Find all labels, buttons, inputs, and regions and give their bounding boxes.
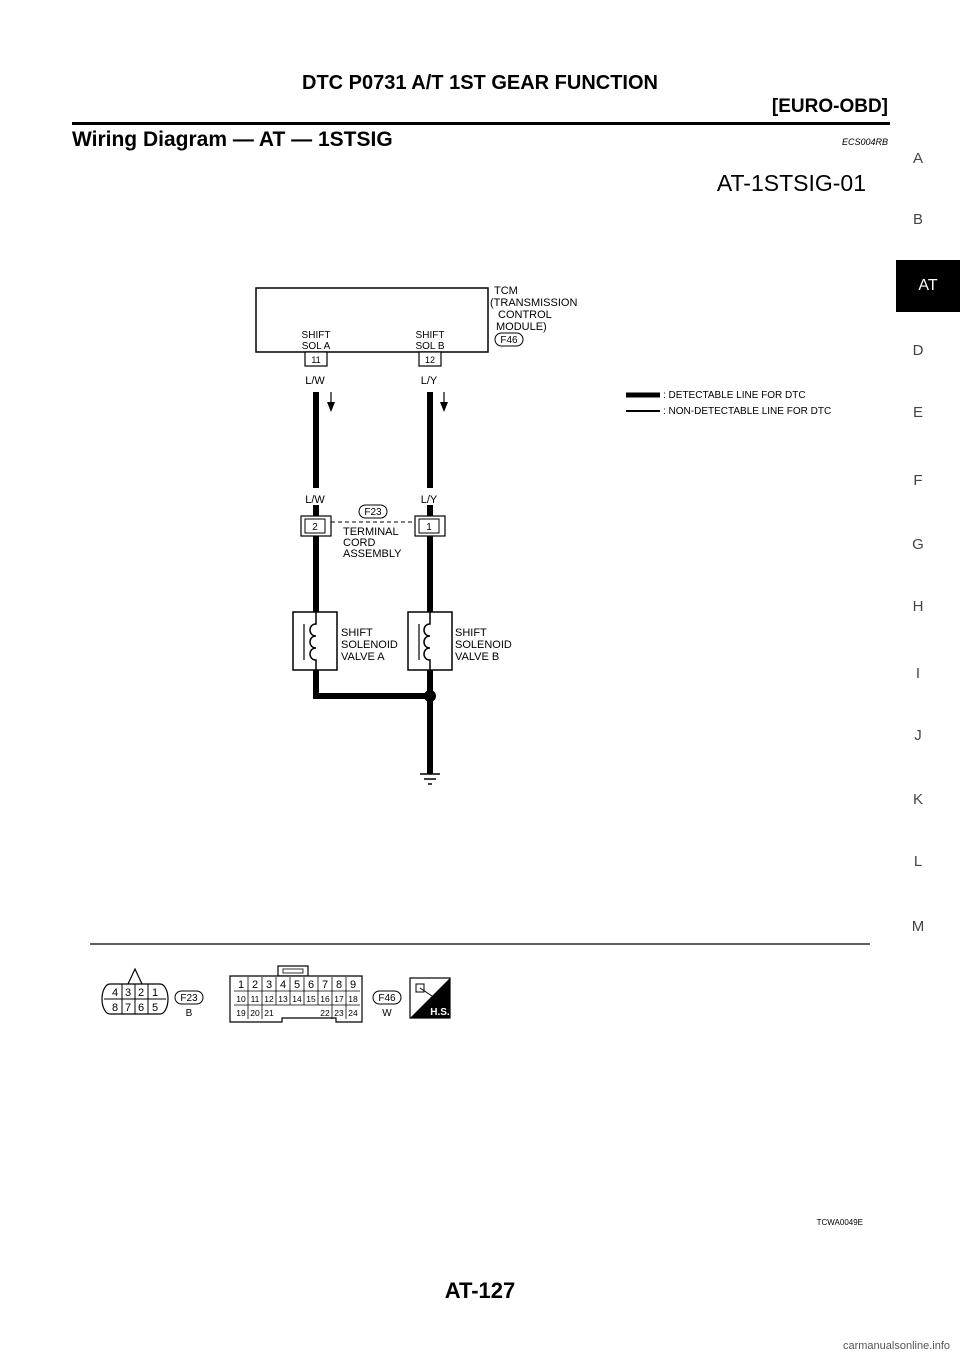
f46-pin-8: 8 — [335, 979, 343, 991]
junction-right-number: 1 — [426, 522, 432, 533]
solenoid-a-box — [293, 612, 337, 670]
ground-wire-a — [316, 670, 430, 696]
f46-pin-7: 7 — [321, 979, 329, 991]
junction-left-number: 2 — [312, 522, 318, 533]
tcm-label-3: CONTROL — [498, 309, 552, 321]
f23-pin-3: 3 — [124, 987, 132, 999]
sidebar-letter-i[interactable]: I — [915, 665, 921, 682]
f46-pin-3: 3 — [265, 979, 273, 991]
solenoid-b-label-1: SHIFT — [455, 627, 487, 639]
solenoid-a-label-1: SHIFT — [341, 627, 373, 639]
f23-pin-6: 6 — [137, 1002, 145, 1014]
sidebar-letter-d[interactable]: D — [912, 342, 924, 359]
f46-color: W — [382, 1008, 392, 1019]
pin-a-label-2: SOL A — [301, 341, 331, 352]
arrow-b-icon — [440, 392, 448, 412]
sidebar-letter-l[interactable]: L — [913, 853, 923, 870]
f46-pin-5: 5 — [293, 979, 301, 991]
sidebar-letter-e[interactable]: E — [912, 404, 923, 421]
sidebar-letter-a[interactable]: A — [912, 150, 923, 167]
f46-pin-12: 12 — [264, 994, 274, 1004]
sidebar-letter-m[interactable]: M — [911, 918, 925, 935]
f46-pin-6: 6 — [307, 979, 315, 991]
f23-pin-4: 4 — [111, 987, 119, 999]
f23-color: B — [185, 1008, 193, 1019]
tcm-label: TCM — [494, 285, 518, 297]
sidebar-letter-j[interactable]: J — [914, 727, 922, 744]
f46-pin-24: 24 — [348, 1008, 358, 1018]
f46-pin-13: 13 — [278, 994, 288, 1004]
sidebar-letter-k[interactable]: K — [912, 791, 923, 808]
f46-pin-14: 14 — [292, 994, 302, 1004]
page-header-subtitle: [EURO-OBD] — [771, 96, 888, 117]
f46-id: F46 — [378, 993, 396, 1004]
solenoid-a-label-3: VALVE A — [341, 651, 385, 663]
f23-pin-2: 2 — [137, 987, 145, 999]
page-header-title: DTC P0731 A/T 1ST GEAR FUNCTION — [302, 72, 658, 94]
f46-pin-9: 9 — [349, 979, 357, 991]
f46-pin-10: 10 — [236, 994, 246, 1004]
f46-pin-17: 17 — [334, 994, 344, 1004]
tcm-label-4: MODULE) — [496, 321, 547, 333]
f46-pin-11: 11 — [250, 994, 260, 1004]
solenoid-b-label-2: SOLENOID — [455, 639, 512, 651]
sidebar-letter-f[interactable]: F — [913, 472, 923, 489]
solenoid-b-label-3: VALVE B — [455, 651, 500, 663]
f23-id: F23 — [180, 993, 198, 1004]
junction-name-2: CORD — [343, 537, 376, 549]
f46-pin-22: 22 — [320, 1008, 330, 1018]
f46-pin-2: 2 — [251, 979, 259, 991]
legend-detectable-text: : DETECTABLE LINE FOR DTC — [663, 390, 806, 401]
junction-name-3: ASSEMBLY — [343, 548, 402, 560]
wire-a-color-junction: L/W — [305, 494, 325, 506]
f46-pin-16: 16 — [320, 994, 330, 1004]
pin-b-label-2: SOL B — [415, 341, 445, 352]
tcm-connector-id: F46 — [500, 335, 518, 346]
f46-pin-19: 19 — [236, 1008, 246, 1018]
sidebar-active-tab[interactable]: AT — [896, 260, 960, 312]
sidebar-letter-b[interactable]: B — [912, 211, 923, 228]
f46-pin-15: 15 — [306, 994, 316, 1004]
legend-nondetectable-text: : NON-DETECTABLE LINE FOR DTC — [663, 406, 832, 417]
f46-pin-23: 23 — [334, 1008, 344, 1018]
f46-pin-1: 1 — [237, 979, 245, 991]
figure-code: TCWA0049E — [816, 1218, 863, 1227]
section-title: Wiring Diagram — AT — 1STSIG — [72, 128, 393, 151]
solenoid-a-label-2: SOLENOID — [341, 639, 398, 651]
f23-pin-5: 5 — [151, 1002, 159, 1014]
tcm-box — [256, 288, 488, 352]
harness-side-label: H.S. — [430, 1007, 450, 1018]
sidebar-letter-g[interactable]: G — [912, 536, 924, 553]
f46-pin-21: 21 — [264, 1008, 274, 1018]
page-number: AT-127 — [444, 1278, 516, 1303]
pin-b-label-1: SHIFT — [415, 330, 445, 341]
f23-pin-8: 8 — [111, 1002, 119, 1014]
f46-pin-18: 18 — [348, 994, 358, 1004]
f23-pin-1: 1 — [151, 987, 159, 999]
pin-a-number: 11 — [311, 355, 321, 365]
wire-b-color-junction: L/Y — [420, 494, 438, 506]
pin-a-label-1: SHIFT — [301, 330, 331, 341]
diagram-id: AT-1STSIG-01 — [716, 170, 866, 196]
pin-b-number: 12 — [424, 355, 436, 365]
f23-pin-7: 7 — [124, 1002, 132, 1014]
arrow-a-icon — [327, 392, 335, 412]
tcm-label-2: (TRANSMISSION — [490, 297, 578, 309]
f46-pin-4: 4 — [279, 979, 287, 991]
watermark: carmanualsonline.info — [842, 1340, 950, 1352]
junction-name-1: TERMINAL — [343, 526, 399, 538]
f46-pin-20: 20 — [250, 1008, 260, 1018]
section-code: ECS004RB — [841, 137, 888, 147]
ground-icon — [420, 774, 440, 784]
ground-junction-dot — [424, 690, 436, 702]
junction-connector-id: F23 — [364, 507, 382, 518]
wire-b-color-top: L/Y — [420, 375, 438, 387]
sidebar-letter-h[interactable]: H — [912, 598, 924, 615]
wire-a-color-top: L/W — [305, 375, 325, 387]
